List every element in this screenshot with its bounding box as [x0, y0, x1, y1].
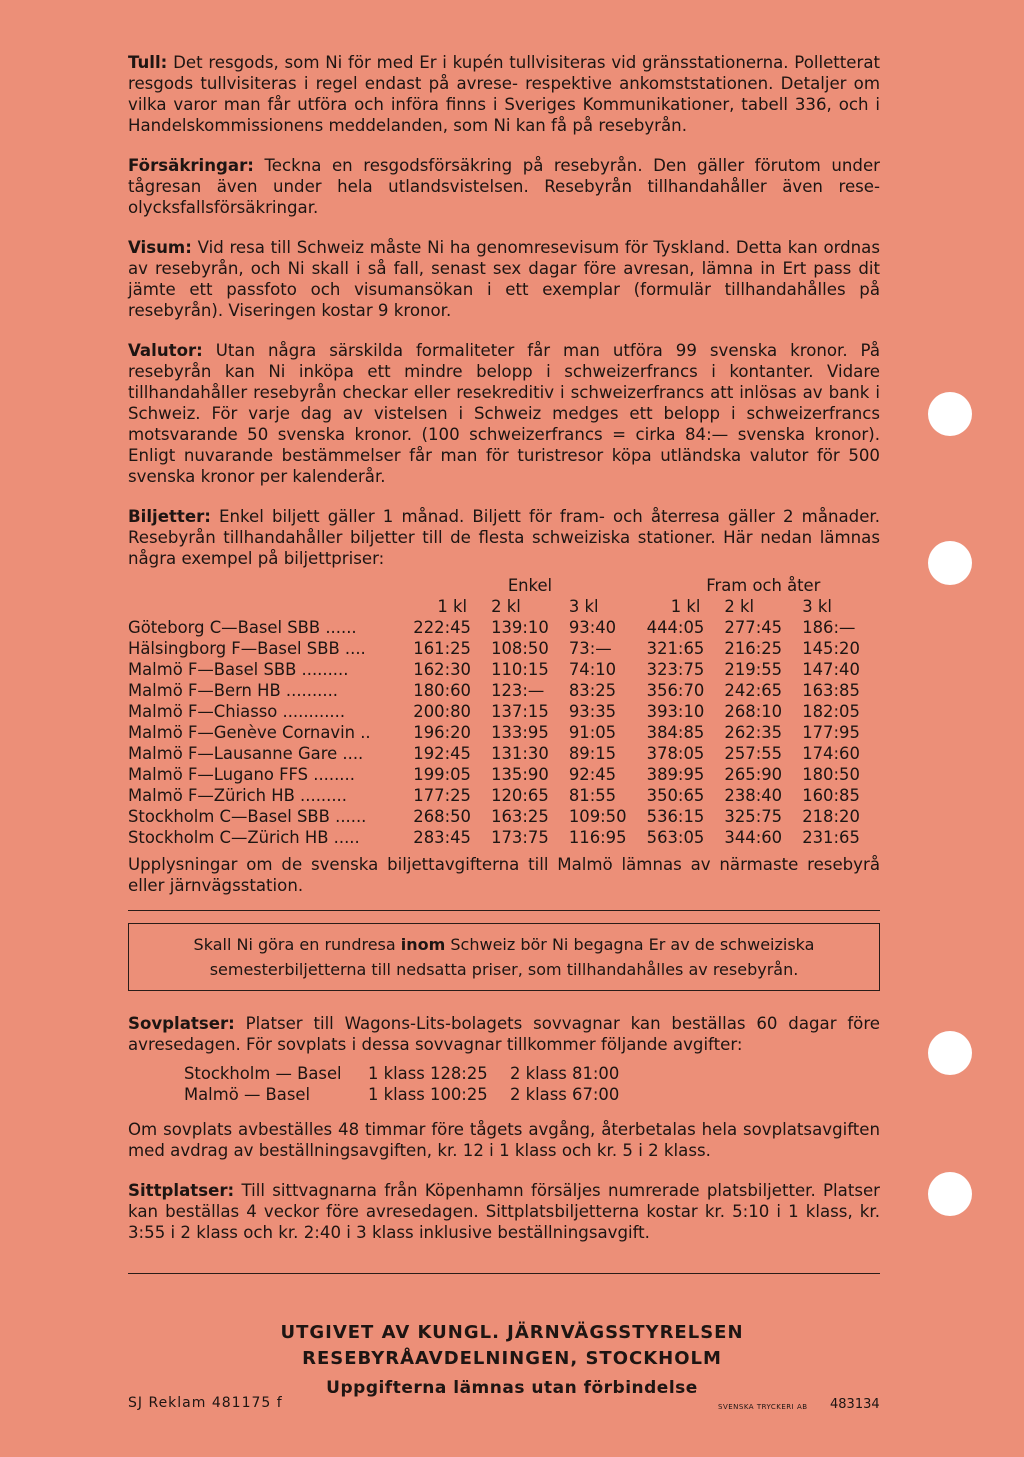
section-sittplatser — [128, 1180, 880, 1243]
section-label: Visum: — [128, 238, 192, 257]
section-label: Sovplatser: — [128, 1014, 235, 1033]
section-text: Teckna en resgodsförsäkring på resebyrån. Den gäller förutom under tågresan även under hela utlandsvistelsen. Resebyrån tillhandahåller även rese-olycksfallsförsäkringar. — [128, 156, 880, 217]
price-cell: 109:50 — [568, 807, 627, 826]
section-label: Sittplatser: — [128, 1181, 235, 1200]
price-cell: 177:95 — [802, 723, 860, 742]
divider — [128, 1273, 880, 1274]
section-biljetter — [128, 506, 880, 569]
class-header: 3 kl — [568, 597, 599, 616]
price-cell: 182:05 — [802, 702, 860, 721]
price-cell: 145:20 — [802, 639, 860, 658]
section-label: Försäkringar: — [128, 156, 254, 175]
route-cell: Hälsingborg F—Basel SBB .... — [128, 639, 366, 658]
route-cell: Malmö F—Genève Cornavin .. — [128, 723, 371, 742]
sleeper-fee-1: 1 klass 128:25 — [368, 1064, 488, 1083]
section-text: Vid resa till Schweiz måste Ni ha genomresevisum för Tyskland. Detta kan ordnas av resebyrån, och Ni skall i så fall, senast sex dagar före avresan, lämna in Ert pass dit jämte ett passfoto och visumansökan i ett exemplar (formulär tillhandahålles på resebyrån). Viseringen kostar 9 kronor. — [128, 238, 880, 320]
price-cell: 93:40 — [568, 618, 617, 637]
table-row — [128, 785, 880, 806]
section-label: Tull: — [128, 53, 168, 72]
route-cell: Malmö F—Lausanne Gare .... — [128, 744, 364, 763]
punch-hole — [928, 1172, 972, 1216]
price-cell: 133:95 — [491, 723, 549, 742]
price-cell: 277:45 — [724, 618, 783, 637]
price-cell: 196:20 — [413, 723, 471, 742]
price-cell: 384:85 — [646, 723, 705, 742]
sleeper-route: Malmö — Basel — [184, 1085, 311, 1104]
class-header: 2 kl — [491, 597, 521, 616]
price-cell: 323:75 — [646, 660, 705, 679]
price-cell: 192:45 — [413, 744, 471, 763]
disclaimer: Uppgifterna lämnas utan förbindelse — [326, 1378, 698, 1398]
price-cell: 283:45 — [413, 828, 471, 847]
sovplatser-text2: Om sovplats avbeställes 48 timmar före tågets avgång, återbetalas hela sovplatsavgiften med avdrag av beställningsavgiften, kr. 12 i 1 klass och kr. 5 i 2 klass. — [128, 1120, 880, 1160]
price-cell: 173:75 — [491, 828, 549, 847]
price-cell: 131:30 — [491, 744, 549, 763]
table-group-header — [128, 575, 880, 596]
route-cell: Malmö F—Chiasso ............ — [128, 702, 346, 721]
price-cell: 268:10 — [724, 702, 783, 721]
section-text: Platser till Wagons-Lits-bolagets sovvagnar kan beställas 60 dagar före avresedagen. För sovplats i dessa sovvagnar tillkommer följande avgifter: — [128, 1014, 880, 1054]
price-cell: 93:35 — [568, 702, 617, 721]
price-cell: 120:65 — [491, 786, 549, 805]
price-cell: 222:45 — [413, 618, 471, 637]
price-cell: 350:65 — [646, 786, 705, 805]
price-cell: 325:75 — [724, 807, 783, 826]
price-cell: 139:10 — [491, 618, 549, 637]
price-cell: 356:70 — [646, 681, 705, 700]
group-enkel: Enkel — [507, 576, 553, 595]
table-row — [128, 617, 880, 638]
price-cell: 389:95 — [646, 765, 705, 784]
price-cell: 92:45 — [568, 765, 617, 784]
price-cell: 563:05 — [646, 828, 705, 847]
price-cell: 180:50 — [802, 765, 860, 784]
price-cell: 137:15 — [491, 702, 549, 721]
price-cell: 110:15 — [491, 660, 549, 679]
publisher-line: UTGIVET AV KUNGL. JÄRNVÄGSSTYRELSEN — [280, 1322, 744, 1343]
price-cell: 257:55 — [724, 744, 783, 763]
table-row — [128, 806, 880, 827]
box-text: Schweiz bör Ni begagna Er av de schweiziska semesterbiljetterna till nedsatta priser, som tillhandahålles av resebyrån. — [209, 935, 815, 979]
ticket-price-table — [128, 575, 880, 848]
price-cell: 123:— — [491, 681, 545, 700]
route-cell: Malmö F—Lugano FFS ........ — [128, 765, 355, 784]
price-cell: 218:20 — [802, 807, 860, 826]
box-text: Skall Ni göra en rundresa — [193, 935, 401, 954]
table-row — [128, 680, 880, 701]
table-class-header — [128, 596, 880, 617]
price-cell: 268:50 — [413, 807, 471, 826]
price-cell: 161:25 — [413, 639, 471, 658]
sleeper-route: Stockholm — Basel — [184, 1064, 342, 1083]
price-cell: 199:05 — [413, 765, 471, 784]
price-cell: 160:85 — [802, 786, 860, 805]
class-header: 1 kl — [437, 597, 468, 616]
class-header: 2 kl — [724, 597, 755, 616]
class-header: 1 kl — [670, 597, 701, 616]
price-cell: 536:15 — [646, 807, 705, 826]
price-cell: 238:40 — [724, 786, 783, 805]
price-cell: 108:50 — [491, 639, 549, 658]
section-text: Enkel biljett gäller 1 månad. Biljett för fram- och återresa gäller 2 månader. Resebyrån tillhandahåller biljetter till de flesta schweiziska stationer. Här nedan lämnas några exempel på biljettpriser: — [128, 507, 880, 568]
table-row — [128, 764, 880, 785]
table-row — [128, 659, 880, 680]
section-forsakringar — [128, 155, 880, 218]
price-cell: 216:25 — [724, 639, 783, 658]
price-cell: 116:95 — [568, 828, 627, 847]
section-tull — [128, 52, 880, 136]
document-body — [128, 52, 880, 1274]
route-cell: Göteborg C—Basel SBB ...... — [128, 618, 357, 637]
price-cell: 180:60 — [413, 681, 471, 700]
print-code: SJ Reklam 481175 f — [128, 1395, 283, 1411]
sleeper-fee-2: 2 klass 81:00 — [510, 1064, 620, 1083]
ticket-note: Upplysningar om de svenska biljettavgifterna till Malmö lämnas av närmaste resebyrå eller järnvägsstation. — [128, 855, 880, 895]
table-row — [128, 827, 880, 848]
price-cell: 186:— — [802, 618, 856, 637]
price-cell: 83:25 — [568, 681, 617, 700]
price-cell: 444:05 — [646, 618, 705, 637]
section-visum — [128, 237, 880, 321]
price-cell: 265:90 — [724, 765, 783, 784]
rundresa-box — [128, 923, 880, 991]
table-row — [128, 701, 880, 722]
price-cell: 344:60 — [724, 828, 783, 847]
section-text: Det resgods, som Ni för med Er i kupén tullvisiteras vid gränsstationerna. Polletterat resgods tullvisiteras i regel endast på avrese- respektive ankomststationen. Detaljer om vilka varor man får utföra och införa finns i Sveriges Kommunikationer, tabell 336, och i Handelskommissionens meddelanden, som Ni kan få på resebyrån. — [128, 53, 880, 135]
route-cell: Stockholm C—Basel SBB ...... — [128, 807, 367, 826]
price-cell: 242:65 — [724, 681, 783, 700]
section-label: Valutor: — [128, 341, 203, 360]
route-cell: Stockholm C—Zürich HB ..... — [128, 828, 360, 847]
sleeper-fee-table — [184, 1063, 619, 1105]
section-text: Till sittvagnarna från Köpenhamn försäljes numrerade platsbiljetter. Platser kan beställas 4 veckor före avresedagen. Sittplatsbiljetterna kostar kr. 5:10 i 1 klass, kr. 3:55 i 2 klass och kr. 2:40 i 3 klass inklusive beställningsavgift. — [128, 1181, 881, 1242]
divider — [128, 910, 880, 911]
price-cell: 219:55 — [724, 660, 783, 679]
price-cell: 177:25 — [413, 786, 471, 805]
price-cell: 135:90 — [491, 765, 549, 784]
price-cell: 163:25 — [491, 807, 549, 826]
price-cell: 174:60 — [802, 744, 860, 763]
price-cell: 81:55 — [568, 786, 617, 805]
box-text-bold: inom — [400, 935, 446, 954]
printer-name: SVENSKA TRYCKERI AB — [718, 1403, 808, 1411]
price-cell: 162:30 — [413, 660, 471, 679]
sleeper-fee-1: 1 klass 100:25 — [368, 1085, 488, 1104]
class-header: 3 kl — [802, 597, 832, 616]
table-row — [128, 743, 880, 764]
price-cell: 321:65 — [646, 639, 705, 658]
section-sovplatser — [128, 1013, 880, 1055]
price-cell: 393:10 — [646, 702, 705, 721]
punch-hole — [928, 392, 972, 436]
price-cell: 262:35 — [724, 723, 783, 742]
price-cell: 74:10 — [568, 660, 617, 679]
group-fram-och-ater: Fram och åter — [706, 576, 821, 595]
route-cell: Malmö F—Bern HB .......... — [128, 681, 339, 700]
route-cell: Malmö F—Basel SBB ......... — [128, 660, 349, 679]
price-cell: 73:— — [568, 639, 612, 658]
price-cell: 200:80 — [413, 702, 471, 721]
price-cell: 147:40 — [802, 660, 860, 679]
punch-hole — [928, 1031, 972, 1075]
section-text: Utan några särskilda formaliteter får man utföra 99 svenska kronor. På resebyrån kan Ni inköpa ett mindre belopp i schweizerfrancs i kontanter. Vidare tillhandahåller resebyrån checkar eller resekreditiv i schweizerfrancs att inlösas av bank i Schweiz. För varje dag av vistelsen i Schweiz medges ett belopp i schweizerfrancs motsvarande 50 svenska kronor. (100 schweizerfrancs = cirka 84:— svenska kronor). Enligt nuvarande bestämmelser får man för turistresor köpa utländska valutor för 500 svenska kronor per kalenderår. — [128, 341, 880, 486]
print-number: 483134 — [830, 1397, 880, 1412]
sleeper-fee-2: 2 klass 67:00 — [510, 1085, 620, 1104]
price-cell: 89:15 — [568, 744, 617, 763]
route-cell: Malmö F—Zürich HB ......... — [128, 786, 347, 805]
price-cell: 163:85 — [802, 681, 860, 700]
section-valutor — [128, 340, 880, 487]
price-cell: 91:05 — [568, 723, 617, 742]
table-row — [128, 638, 880, 659]
price-cell: 378:05 — [646, 744, 705, 763]
table-row — [184, 1063, 619, 1084]
table-row — [184, 1084, 619, 1105]
section-label: Biljetter: — [128, 507, 211, 526]
price-cell: 231:65 — [802, 828, 860, 847]
publisher-department: RESEBYRÅAVDELNINGEN, STOCKHOLM — [302, 1348, 722, 1369]
punch-hole — [928, 541, 972, 585]
table-row — [128, 722, 880, 743]
